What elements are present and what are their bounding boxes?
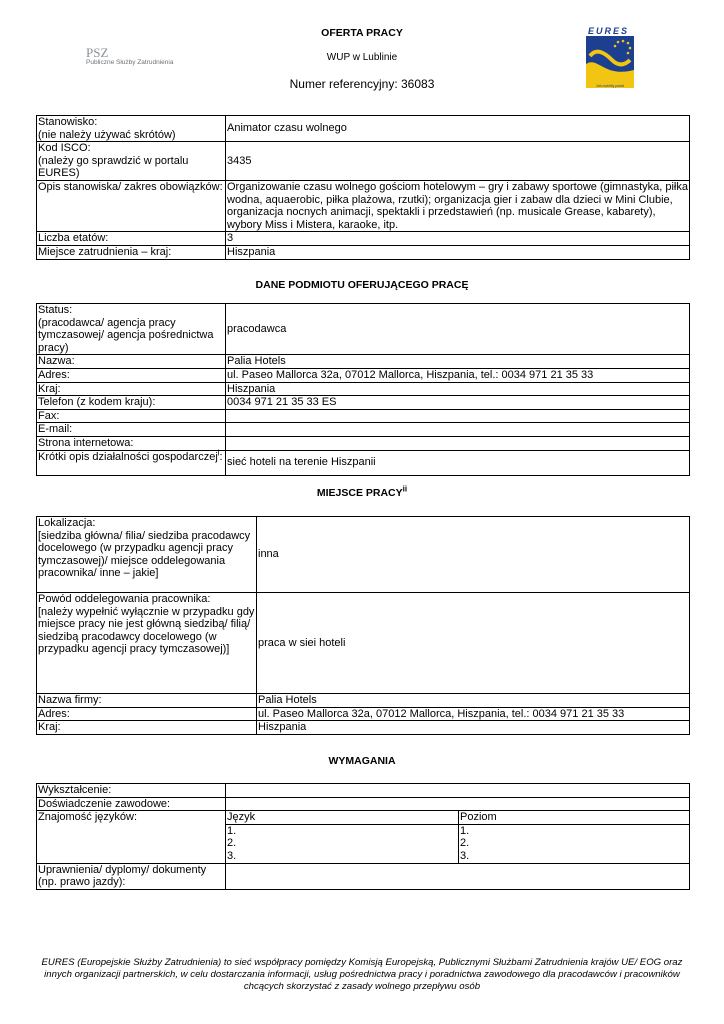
table-row bbox=[37, 436, 690, 450]
certificates-label: Uprawnienia/ dyplomy/ dokumenty (np. prawo jazdy): bbox=[37, 863, 226, 889]
employer-country-label: Kraj: bbox=[37, 382, 226, 396]
employer-website-label: Strona internetowa: bbox=[37, 436, 226, 450]
education-label: Wykształcenie: bbox=[37, 784, 226, 798]
education-value bbox=[226, 784, 690, 798]
employer-name-value: Palia Hotels bbox=[226, 355, 690, 369]
workplace-table bbox=[36, 516, 690, 735]
table-row bbox=[37, 811, 690, 825]
workplace-heading-text: MIEJSCE PRACY bbox=[316, 487, 403, 499]
employer-address-value: ul. Paseo Mallorca 32a, 07012 Mallorca, Hiszpania, tel.: 0034 971 21 35 33 bbox=[226, 368, 690, 382]
table-row bbox=[37, 355, 690, 369]
eures-logo-text: EURES bbox=[588, 26, 630, 36]
footnote-marker: ii bbox=[402, 484, 408, 494]
table-row bbox=[37, 694, 690, 708]
company-name-value: Palia Hotels bbox=[257, 694, 690, 708]
list-item: 1. bbox=[460, 824, 470, 837]
workplace-country-label: Kraj: bbox=[37, 721, 257, 735]
company-name-label: Nazwa firmy: bbox=[37, 694, 257, 708]
psz-logo-text: PSZ bbox=[86, 45, 109, 60]
isco-label: Kod ISCO: (należy go sprawdzić w portalu EURES) bbox=[37, 142, 226, 181]
experience-value bbox=[226, 797, 690, 811]
employer-phone-label: Telefon (z kodem kraju): bbox=[37, 396, 226, 410]
isco-value: 3435 bbox=[226, 142, 690, 181]
list-item: 2. bbox=[460, 837, 470, 850]
footnote-marker: i bbox=[217, 447, 220, 457]
page-title: OFERTA PRACY bbox=[321, 27, 403, 39]
location-value: inna bbox=[257, 517, 690, 593]
list-item: 3. bbox=[460, 849, 470, 862]
job-title-value: Animator czasu wolnego bbox=[226, 116, 690, 142]
work-country-value: Hiszpania bbox=[226, 245, 690, 259]
psz-logo-subtext: Publiczne Służby Zatrudnienia bbox=[86, 59, 174, 66]
eures-logo bbox=[582, 26, 638, 92]
location-label: Lokalizacja: [siedziba główna/ filia/ siedziba pracodawcy docelowego (w przypadku agencji pracy tymczasowej)/ miejsce oddelegowania pracownika/ inne – jakie] bbox=[37, 517, 257, 593]
reference-number: Numer referencyjny: 36083 bbox=[289, 77, 435, 91]
workplace-address-label: Adres: bbox=[37, 707, 257, 721]
table-row bbox=[37, 396, 690, 410]
employer-email-label: E-mail: bbox=[37, 423, 226, 437]
employer-table bbox=[36, 303, 690, 476]
employer-phone-value: 0034 971 21 35 33 ES bbox=[226, 396, 690, 410]
language-list bbox=[226, 824, 459, 863]
employer-fax-label: Fax: bbox=[37, 409, 226, 423]
certificates-value bbox=[226, 863, 690, 889]
table-row bbox=[37, 450, 690, 475]
list-item: 2. bbox=[227, 837, 237, 850]
employer-address-label: Adres: bbox=[37, 368, 226, 382]
office-name: WUP w Lublinie bbox=[326, 52, 398, 63]
table-row bbox=[37, 232, 690, 246]
table-row bbox=[37, 409, 690, 423]
workplace-heading bbox=[262, 484, 462, 499]
status-label: Status: (pracodawca/ agencja pracy tymczasowej/ agencja pośrednictwa pracy) bbox=[37, 304, 226, 355]
workplace-address-value: ul. Paseo Mallorca 32a, 07012 Mallorca, Hiszpania, tel.: 0034 971 21 35 33 bbox=[257, 707, 690, 721]
business-description-label-text: Krótki opis działalności gospodarczej bbox=[38, 450, 218, 463]
table-row bbox=[37, 707, 690, 721]
work-country-label: Miejsce zatrudnienia – kraj: bbox=[37, 245, 226, 259]
employer-email-value bbox=[226, 423, 690, 437]
employer-fax-value bbox=[226, 409, 690, 423]
table-row bbox=[37, 142, 690, 181]
psz-logo bbox=[86, 46, 196, 72]
list-item: 1. bbox=[227, 824, 237, 837]
table-row bbox=[37, 784, 690, 798]
table-row bbox=[37, 382, 690, 396]
business-description-value: sieć hoteli na terenie Hiszpanii bbox=[226, 450, 690, 475]
job-description-label: Opis stanowiska/ zakres obowiązków: bbox=[37, 180, 226, 231]
footer-note: EURES (Europejskie Służby Zatrudnienia) to sieć współpracy pomiędzy Komisją Europejską, Publicznymi Służbami Zatrudnienia krajów UE/ EOG oraz innych organizacji partnerskich, w celu dostarczania informacji, usług pośrednictwa pracy i poradnictwa zawodowego dla pracodawców i pracowników chcących skorzystać z zasady wolnego przepływu osób bbox=[41, 957, 683, 992]
table-row bbox=[37, 180, 690, 231]
table-row bbox=[37, 368, 690, 382]
job-title-label: Stanowisko: (nie należy używać skrótów) bbox=[37, 116, 226, 142]
employer-website-value bbox=[226, 436, 690, 450]
job-description-value: Organizowanie czasu wolnego gościom hotelowym – gry i zabawy sportowe (gimnastyka, piłka wodna, aquaerobic, piłka plażowa, rzutki); organizacja gier i zabaw dla dzieci w Mini Clubie, organizacja nocnych animacji, spektakli i przedstawień (np. musicale Grease, kabarety), wybory Miss i Mistera, karaoke, itp. bbox=[227, 180, 688, 231]
language-column-header: Język bbox=[226, 811, 459, 825]
table-row bbox=[37, 245, 690, 259]
employer-heading: DANE PODMIOTU OFERUJĄCEGO PRACĘ bbox=[255, 279, 469, 291]
status-value: pracodawca bbox=[226, 304, 690, 355]
table-row bbox=[37, 423, 690, 437]
delegation-reason-label: Powód oddelegowania pracownika: [należy wypełnić wyłącznie w przypadku gdy miejsce pracy nie jest główną siedzibą/ filią/ siedzibą pracodawcy docelowego (w przypadku agencji pracy tymczasowej)] bbox=[37, 593, 257, 694]
requirements-table bbox=[36, 783, 690, 890]
eures-logo-subtext: Job mobility portal bbox=[595, 84, 625, 88]
table-row bbox=[37, 863, 690, 889]
table-row bbox=[37, 721, 690, 735]
table-row bbox=[37, 593, 690, 694]
table-row bbox=[37, 116, 690, 142]
delegation-reason-value: praca w siei hoteli bbox=[257, 593, 690, 694]
table-row bbox=[37, 304, 690, 355]
table-row bbox=[37, 797, 690, 811]
experience-label: Doświadczenie zawodowe: bbox=[37, 797, 226, 811]
business-description-label bbox=[37, 447, 226, 475]
workplace-country-value: Hiszpania bbox=[257, 721, 690, 735]
languages-label: Znajomość języków: bbox=[37, 811, 226, 863]
table-row bbox=[37, 517, 690, 593]
employer-country-value: Hiszpania bbox=[226, 382, 690, 396]
level-list bbox=[459, 824, 690, 863]
positions-count-value: 3 bbox=[226, 232, 690, 246]
requirements-heading: WYMAGANIA bbox=[328, 755, 396, 767]
business-description-label-suffix: : bbox=[219, 450, 223, 463]
positions-count-label: Liczba etatów: bbox=[37, 232, 226, 246]
level-column-header: Poziom bbox=[459, 811, 690, 825]
list-item: 3. bbox=[227, 849, 237, 862]
position-table bbox=[36, 115, 690, 260]
employer-name-label: Nazwa: bbox=[37, 355, 226, 369]
